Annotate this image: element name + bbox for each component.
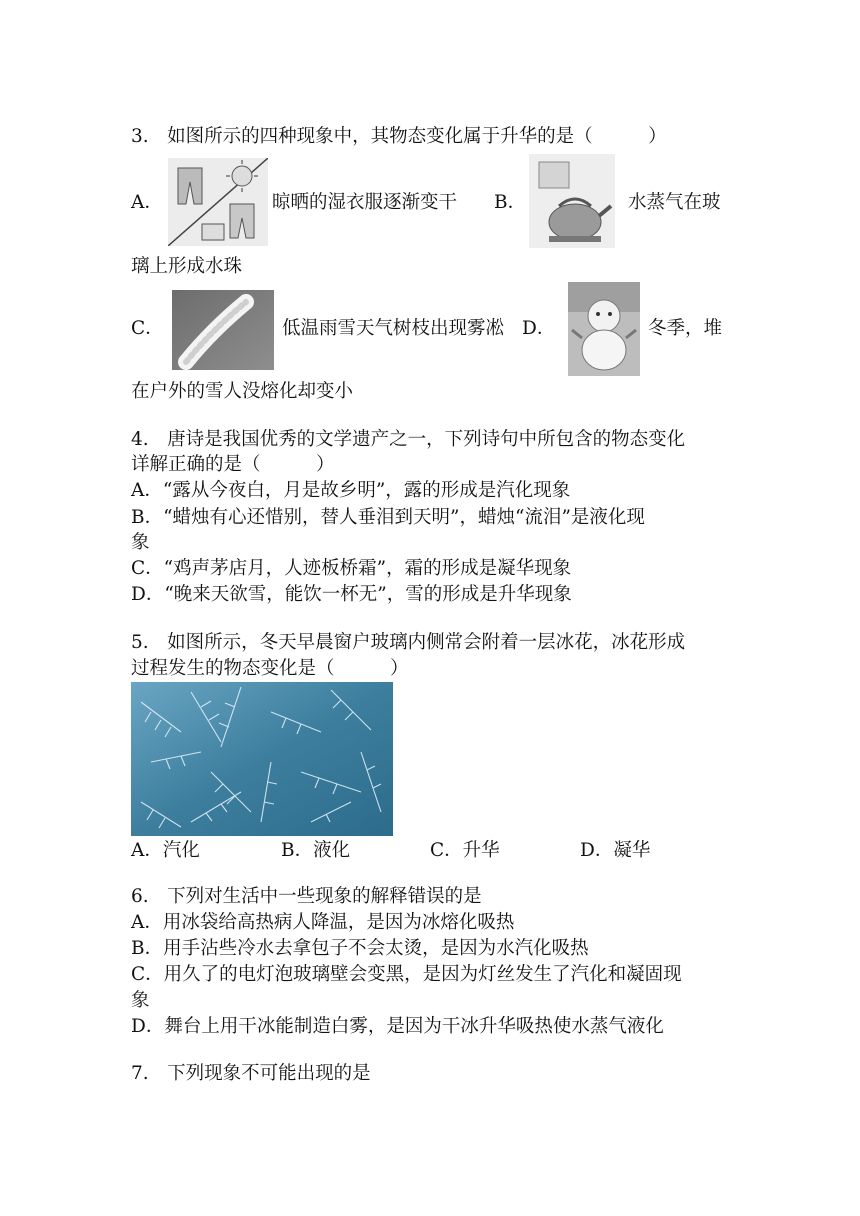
q5-option-a: A．汽化	[131, 840, 200, 861]
q3-option-b-label: B．	[494, 192, 527, 213]
q6-option-c-line1: C．用久了的电灯泡玻璃壁会变黑，是因为灯丝发生了汽化和凝固现	[131, 964, 682, 985]
q3-stem: 3. 如图所示的四种现象中，其物态变化属于升华的是（ ）	[131, 126, 667, 147]
q4-option-b-line2: 象	[131, 532, 150, 553]
q5-option-c: C．升华	[430, 840, 500, 861]
q3-option-b-text-line1: 水蒸气在玻	[628, 192, 721, 213]
q5-option-d: D．凝华	[580, 840, 651, 861]
q5-stem-line2: 过程发生的物态变化是（ ）	[131, 658, 409, 679]
q7-stem: 7. 下列现象不可能出现的是	[131, 1063, 371, 1084]
q3-option-a-text: 晾晒的湿衣服逐渐变干	[272, 192, 458, 213]
q3-option-b-image	[529, 154, 615, 248]
q6-option-a: A．用冰袋给高热病人降温，是因为冰熔化吸热	[131, 912, 515, 933]
q3-option-a-image	[168, 158, 268, 246]
q4-stem-line2: 详解正确的是（ ）	[131, 454, 335, 475]
q3-option-c-text: 低温雨雪天气树枝出现雾凇	[282, 318, 505, 339]
q6-stem: 6. 下列对生活中一些现象的解释错误的是	[131, 886, 482, 907]
q3-option-c-label: C．	[131, 318, 164, 339]
q6-option-c-line2: 象	[131, 990, 150, 1011]
q5-stem-line1: 5. 如图所示，冬天早晨窗户玻璃内侧常会附着一层冰花，冰花形成	[131, 632, 686, 653]
q4-option-b-line1: B．“蜡烛有心还惜别，替人垂泪到天明”，蜡烛“流泪”是液化现	[131, 507, 645, 528]
q3-option-d-label: D．	[522, 318, 556, 339]
q6-option-d: D．舞台上用干冰能制造白雾，是因为干冰升华吸热使水蒸气液化	[131, 1016, 664, 1037]
q5-option-b: B．液化	[281, 840, 351, 861]
q3-option-c-image	[172, 290, 274, 370]
q4-option-a: A．“露从今夜白，月是故乡明”，露的形成是汽化现象	[131, 480, 571, 501]
q3-option-d-text-line2: 在户外的雪人没熔化却变小	[131, 381, 354, 402]
q3-option-a-label: A．	[131, 192, 163, 213]
q3-option-d-image	[568, 282, 640, 376]
q4-option-c: C．“鸡声茅店月，人迹板桥霜”，霜的形成是凝华现象	[131, 558, 572, 579]
q3-option-b-text-line2: 璃上形成水珠	[131, 256, 243, 277]
q6-option-b: B．用手沾些冷水去拿包子不会太烫，是因为水汽化吸热	[131, 938, 589, 959]
q5-frost-image	[131, 682, 393, 836]
q3-option-d-text-line1: 冬季，堆	[648, 318, 723, 339]
q4-stem-line1: 4. 唐诗是我国优秀的文学遗产之一，下列诗句中所包含的物态变化	[131, 429, 686, 450]
q4-option-d: D．“晚来天欲雪，能饮一杯无”，雪的形成是升华现象	[131, 584, 572, 605]
